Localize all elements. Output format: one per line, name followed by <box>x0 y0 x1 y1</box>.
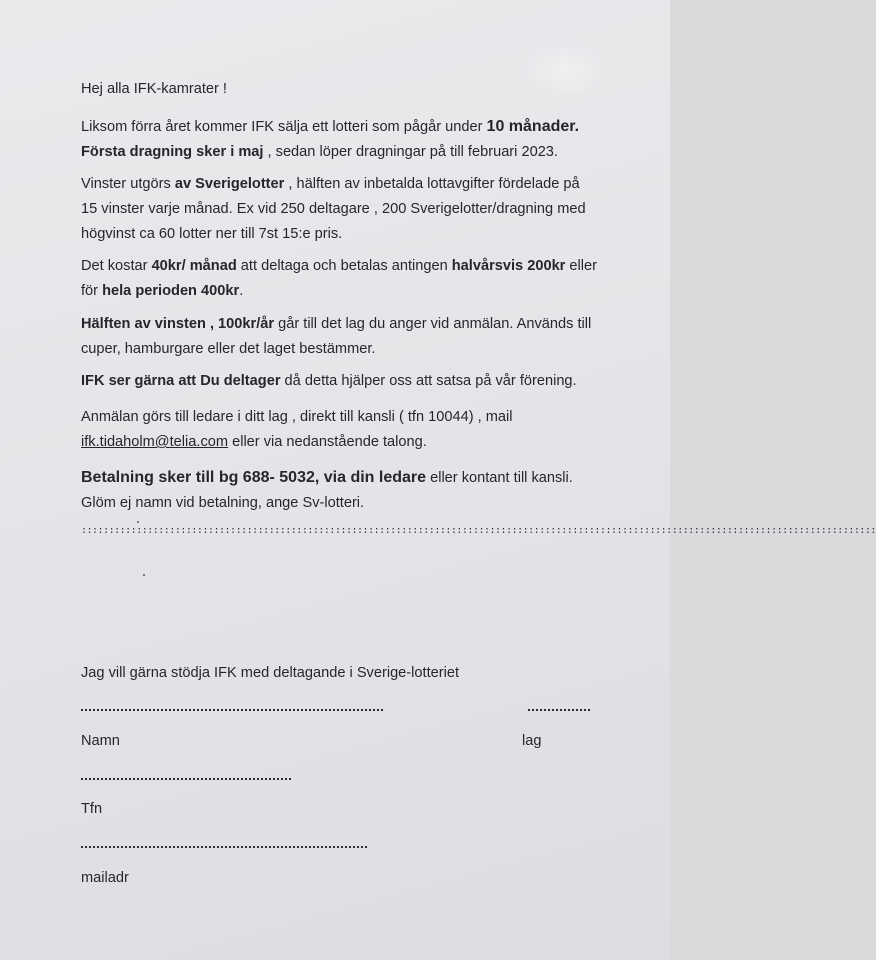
phone-field-line[interactable] <box>81 778 291 780</box>
half-year-price-highlight: halvårsvis 200kr <box>451 258 566 274</box>
cost-text-3: eller <box>565 258 598 274</box>
prizes-text-1: Vinster utgörs <box>81 176 175 192</box>
email-label: mailadr <box>81 870 129 886</box>
team-share-line-2: cuper, hamburgare eller det laget bestämmer. <box>81 341 376 357</box>
email-link[interactable]: ifk.tidaholm@telia.com <box>81 434 229 450</box>
cost-text-1: Det kostar <box>81 258 152 274</box>
prizes-line-3: högvinst ca 60 lotter ner till 7st 15:e pris. <box>81 226 343 242</box>
team-label: lag <box>522 733 542 749</box>
monthly-price-highlight: 40kr/ månad <box>151 258 237 274</box>
payment-line-2: Glöm ej namn vid betalning, ange Sv-lotteri. <box>81 495 365 511</box>
draw-schedule-text: , sedan löper dragningar på till februari 2023. <box>263 144 558 160</box>
paragraph-prizes <box>81 172 641 247</box>
payment-text: eller kontant till kansli. <box>426 470 573 486</box>
cost-text-2: att deltaga och betalas antingen <box>236 258 452 274</box>
support-highlight: IFK ser gärna att Du deltager <box>81 373 281 389</box>
team-share-highlight: Hälften av vinsten , 100kr/år <box>81 316 275 332</box>
months-highlight: 10 månader. <box>486 118 580 135</box>
paragraph-registration <box>81 405 641 455</box>
support-text: då detta hjälper oss att satsa på vår förening. <box>280 373 577 389</box>
cost-text-4: för <box>81 283 103 299</box>
cost-text-5: . <box>239 283 244 299</box>
paragraph-payment <box>81 465 641 516</box>
payment-highlight: Betalning sker till bg 688- 5032, via din ledare <box>81 469 427 486</box>
team-field-line[interactable] <box>528 709 590 711</box>
prizes-text-2: , hälften av inbetalda lottavgifter fördelade på <box>284 176 580 192</box>
paragraph-support <box>81 369 641 394</box>
team-share-text: går till det lag du anger vid anmälan. Används till <box>274 316 592 332</box>
name-label: Namn <box>81 733 120 749</box>
intro-text: Liksom förra året kommer IFK sälja ett lotteri som pågår under <box>81 119 487 135</box>
paragraph-cost <box>81 254 641 304</box>
registration-line-1: Anmälan görs till ledare i ditt lag , direkt till kansli ( tfn 10044) , mail <box>81 409 513 425</box>
name-field-line[interactable] <box>81 709 383 711</box>
paragraph-intro <box>81 114 641 165</box>
prizes-line-2: 15 vinster varje månad. Ex vid 250 deltagare , 200 Sverigelotter/dragning med <box>81 201 586 217</box>
cut-line: :::::::::::::::::::::::::::::::::::::::::::::::::::::::::::::::::::::::::::::::::::::::::::::::::::::::::::::::::::::::::::::::::::::::::::::::: <box>81 525 876 536</box>
first-draw-highlight: Första dragning sker i maj <box>81 144 264 160</box>
form-intro: Jag vill gärna stödja IFK med deltagande i Sverige-lotteriet <box>81 665 460 681</box>
sverigelotter-highlight: av Sverigelotter <box>174 176 285 192</box>
paragraph-team-share <box>81 312 641 362</box>
full-period-price-highlight: hela perioden 400kr <box>102 283 240 299</box>
paper-speck <box>137 521 139 523</box>
paper-speck <box>143 574 145 576</box>
registration-text: eller via nedanstående talong. <box>228 434 427 450</box>
phone-label: Tfn <box>81 801 103 817</box>
greeting: Hej alla IFK-kamrater ! <box>81 81 227 97</box>
email-field-line[interactable] <box>81 846 367 848</box>
